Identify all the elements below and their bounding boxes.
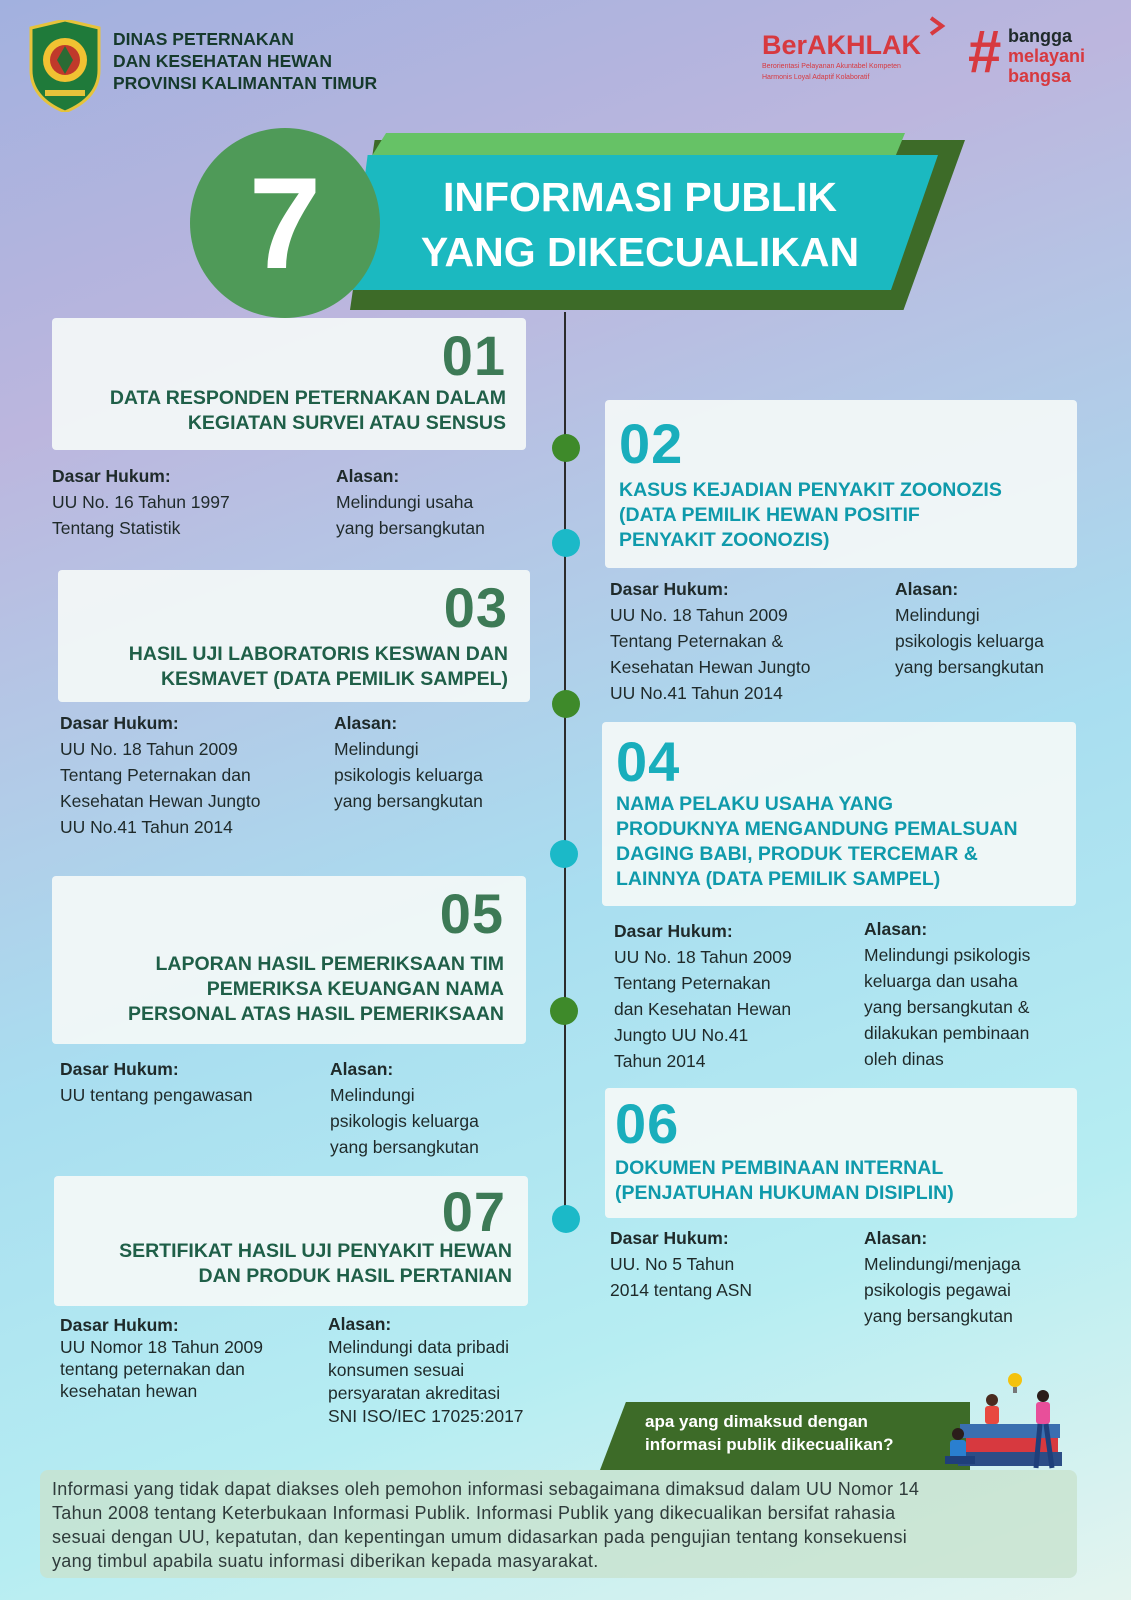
item-title <box>615 1156 954 1206</box>
timeline-dot <box>550 997 578 1025</box>
item-card-02 <box>605 400 1077 568</box>
item-title <box>129 642 508 692</box>
item-06-alasan <box>864 1225 1074 1329</box>
alasan-line: Melindungi <box>330 1085 415 1105</box>
dasar-label: Dasar Hukum: <box>52 466 171 486</box>
item-07-alasan <box>328 1312 558 1428</box>
melayani-word: melayani <box>1008 46 1086 66</box>
item-title-line: (DATA PEMILIK HEWAN POSITIF <box>619 504 920 526</box>
item-title-line: KEGIATAN SURVEI ATAU SENSUS <box>187 412 506 434</box>
item-card-04 <box>602 722 1076 906</box>
dasar-line: UU No. 18 Tahun 2009 <box>614 947 792 967</box>
item-card-01 <box>52 318 526 450</box>
page-title-line-2: YANG DIKECUALIKAN <box>420 229 860 275</box>
footer-line: yang timbul apabila suatu informasi diberikan kepada masyarakat. <box>52 1551 599 1571</box>
people-books-illustration <box>940 1364 1075 1474</box>
item-title-line: LAPORAN HASIL PEMERIKSAAN TIM <box>155 953 504 975</box>
alasan-line: SNI ISO/IEC 17025:2017 <box>328 1406 524 1426</box>
alasan-line: persyaratan akreditasi <box>328 1383 501 1403</box>
footer-line: Informasi yang tidak dapat diakses oleh pemohon informasi sebagaimana dimaksud dalam UU Nomor 14 <box>52 1479 920 1499</box>
footer-definition <box>40 1470 1077 1578</box>
alasan-line: keluarga dan usaha <box>864 971 1018 991</box>
item-02-alasan <box>895 576 1085 680</box>
alasan-line: psikologis pegawai <box>864 1280 1011 1300</box>
dasar-line: UU No. 18 Tahun 2009 <box>60 739 238 759</box>
bangga-word: bangga <box>1008 26 1073 46</box>
item-title-line: DAN PRODUK HASIL PERTANIAN <box>198 1265 512 1287</box>
alasan-line: oleh dinas <box>864 1049 944 1069</box>
item-card-03 <box>58 570 530 702</box>
item-04-dasar <box>614 918 844 1074</box>
alasan-label: Alasan: <box>336 466 400 486</box>
item-04-alasan <box>864 916 1079 1072</box>
footer-line: Tahun 2008 tentang Keterbukaan Informasi Publik. Informasi Publik yang dikecualikan bersifat rahasia <box>52 1503 896 1523</box>
dasar-label: Dasar Hukum: <box>60 1059 179 1079</box>
alasan-line: psikologis keluarga <box>895 631 1044 651</box>
dasar-line: UU No.41 Tahun 2014 <box>610 683 783 703</box>
timeline-dot <box>552 690 580 718</box>
dasar-label: Dasar Hukum: <box>610 1228 729 1248</box>
page-title-line-1: INFORMASI PUBLIK <box>442 174 838 220</box>
org-line-3: PROVINSI KALIMANTAN TIMUR <box>113 73 378 93</box>
berakhlak-tagline-2: Harmonis Loyal Adaptif Kolaboratif <box>762 74 870 81</box>
dasar-line: Jungto UU No.41 <box>614 1025 749 1045</box>
item-number: 05 <box>439 882 504 945</box>
dasar-line: UU Nomor 18 Tahun 2009 <box>60 1337 263 1357</box>
item-title-line: NAMA PELAKU USAHA YANG <box>616 793 893 815</box>
timeline-dot <box>552 434 580 462</box>
dasar-line: 2014 tentang ASN <box>610 1280 753 1300</box>
dasar-label: Dasar Hukum: <box>60 1315 179 1335</box>
item-title-line: KASUS KEJADIAN PENYAKIT ZOONOZIS <box>619 479 1002 501</box>
item-number: 07 <box>441 1180 506 1243</box>
item-title <box>619 478 1002 553</box>
dasar-line: kesehatan hewan <box>60 1381 198 1401</box>
item-card-07 <box>54 1176 528 1306</box>
alasan-line: konsumen sesuai <box>328 1360 465 1380</box>
item-03-dasar <box>60 710 330 840</box>
alasan-line: yang bersangkutan & <box>864 997 1030 1017</box>
hashtag-icon: # <box>968 18 1002 85</box>
alasan-line: psikologis keluarga <box>330 1111 479 1131</box>
alasan-line: psikologis keluarga <box>334 765 483 785</box>
alasan-line: Melindungi <box>895 605 980 625</box>
alasan-line: Melindungi psikologis <box>864 945 1031 965</box>
item-05-dasar <box>60 1056 320 1108</box>
bangsa-word: bangsa <box>1008 66 1072 86</box>
berakhlak-tagline-1: Berorientasi Pelayanan Akuntabel Kompeten <box>762 63 901 70</box>
dasar-label: Dasar Hukum: <box>60 713 179 733</box>
item-title-line: PENYAKIT ZOONOZIS) <box>619 529 830 551</box>
alasan-label: Alasan: <box>330 1059 394 1079</box>
dasar-line: dan Kesehatan Hewan <box>614 999 792 1019</box>
question-line-1: apa yang dimaksud dengan <box>645 1412 868 1431</box>
alasan-line: yang bersangkutan <box>336 518 485 538</box>
dasar-line: Tentang Peternakan dan <box>60 765 251 785</box>
item-title-line: DAGING BABI, PRODUK TERCEMAR & <box>616 843 978 865</box>
item-title <box>616 792 1018 892</box>
item-07-dasar <box>60 1314 320 1402</box>
item-title-line: LAINNYA (DATA PEMILIK SAMPEL) <box>616 868 941 890</box>
timeline-dot <box>550 840 578 868</box>
berakhlak-logo <box>762 30 921 82</box>
dasar-line: UU No. 18 Tahun 2009 <box>610 605 788 625</box>
item-title <box>128 952 504 1027</box>
alasan-label: Alasan: <box>328 1314 392 1334</box>
org-line-1: DINAS PETERNAKAN <box>113 29 294 49</box>
alasan-line: Melindungi/menjaga <box>864 1254 1021 1274</box>
berakhlak-wordmark: BerAKHLAK <box>762 30 922 60</box>
item-03-alasan <box>334 710 534 814</box>
item-number: 04 <box>616 730 681 793</box>
item-title-line: (PENJATUHAN HUKUMAN DISIPLIN) <box>615 1182 954 1204</box>
alasan-line: dilakukan pembinaan <box>864 1023 1030 1043</box>
dasar-line: Kesehatan Hewan Jungto <box>610 657 811 677</box>
item-06-dasar <box>610 1225 840 1303</box>
dasar-line: UU. No 5 Tahun <box>610 1254 735 1274</box>
item-number: 02 <box>619 412 684 475</box>
alasan-label: Alasan: <box>895 579 959 599</box>
item-01-dasar <box>52 463 322 541</box>
dasar-line: UU tentang pengawasan <box>60 1085 253 1105</box>
organization-name <box>113 28 377 94</box>
provincial-emblem-logo <box>27 20 103 112</box>
item-title-line: KESMAVET (DATA PEMILIK SAMPEL) <box>160 668 508 690</box>
timeline-dot <box>552 529 580 557</box>
question-text <box>645 1410 893 1456</box>
alasan-line: Melindungi data pribadi <box>328 1337 509 1357</box>
alasan-line: Melindungi <box>334 739 419 759</box>
alasan-line: yang bersangkutan <box>334 791 483 811</box>
item-title-line: PRODUKNYA MENGANDUNG PEMALSUAN <box>616 818 1018 840</box>
dasar-line: UU No. 16 Tahun 1997 <box>52 492 230 512</box>
item-title-line: SERTIFIKAT HASIL UJI PENYAKIT HEWAN <box>119 1240 512 1262</box>
title-number-circle: 7 <box>190 128 380 318</box>
dasar-line: Kesehatan Hewan Jungto <box>60 791 261 811</box>
item-title-line: PEMERIKSA KEUANGAN NAMA <box>206 978 504 1000</box>
alasan-label: Alasan: <box>334 713 398 733</box>
item-number: 03 <box>443 576 508 639</box>
item-01-alasan <box>336 463 536 541</box>
alasan-label: Alasan: <box>864 1228 928 1248</box>
chevron-icon <box>928 16 946 36</box>
alasan-line: yang bersangkutan <box>330 1137 479 1157</box>
dasar-label: Dasar Hukum: <box>614 921 733 941</box>
item-title-line: DATA RESPONDEN PETERNAKAN DALAM <box>109 387 506 409</box>
item-title-line: PERSONAL ATAS HASIL PEMERIKSAAN <box>128 1003 504 1025</box>
org-line-2: DAN KESEHATAN HEWAN <box>113 51 333 71</box>
item-card-06 <box>605 1088 1077 1218</box>
question-line-2: informasi publik dikecualikan? <box>645 1435 894 1454</box>
dasar-line: tentang peternakan dan <box>60 1359 245 1379</box>
alasan-label: Alasan: <box>864 919 928 939</box>
dasar-line: Tentang Peternakan & <box>610 631 784 651</box>
footer-line: sesuai dengan UU, kepatutan, dan kepentingan umum didasarkan pada pengujian tentang konsekuensi <box>52 1527 908 1547</box>
dasar-line: Tentang Statistik <box>52 518 181 538</box>
item-05-alasan <box>330 1056 530 1160</box>
dasar-line: Tahun 2014 <box>614 1051 706 1071</box>
item-number: 01 <box>441 324 506 387</box>
item-title <box>119 1239 512 1289</box>
dasar-label: Dasar Hukum: <box>610 579 729 599</box>
dasar-line: UU No.41 Tahun 2014 <box>60 817 233 837</box>
item-number: 06 <box>615 1092 680 1155</box>
item-02-dasar <box>610 576 870 706</box>
item-title <box>110 386 506 436</box>
item-card-05 <box>52 876 526 1044</box>
alasan-line: yang bersangkutan <box>895 657 1044 677</box>
page-title <box>385 170 895 280</box>
alasan-line: Melindungi usaha <box>336 492 474 512</box>
item-title-line: DOKUMEN PEMBINAAN INTERNAL <box>615 1157 944 1179</box>
item-title-line: HASIL UJI LABORATORIS KESWAN DAN <box>128 643 508 665</box>
alasan-line: yang bersangkutan <box>864 1306 1013 1326</box>
dasar-line: Tentang Peternakan <box>614 973 771 993</box>
timeline-dot <box>552 1205 580 1233</box>
